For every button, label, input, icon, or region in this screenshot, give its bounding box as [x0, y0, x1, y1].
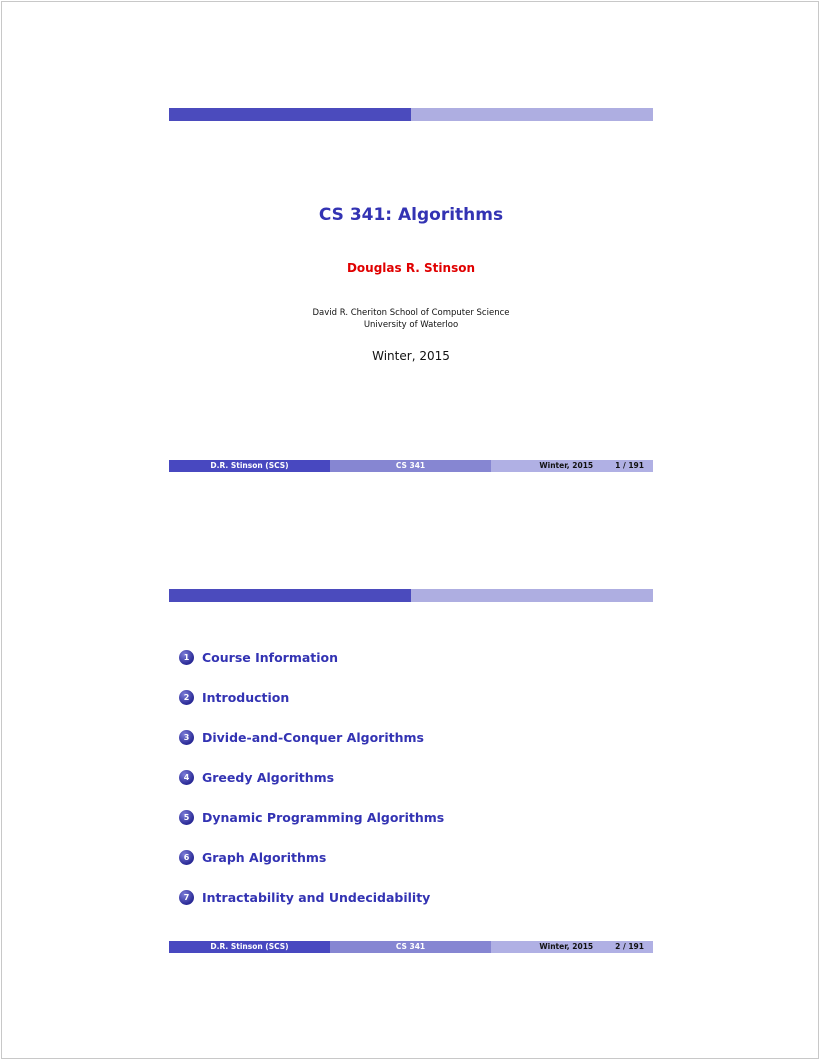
slide-footer-bar [169, 460, 653, 472]
slide-title: CS 341: Algorithms [318, 205, 504, 225]
slide-2 [169, 589, 653, 953]
toc-label: Introduction [202, 689, 290, 705]
toc-item[interactable] [179, 637, 444, 677]
slide-date: Winter, 2015 [372, 349, 450, 363]
footer-date: Winter, 2015 [539, 461, 594, 470]
institution [169, 307, 653, 331]
slide-header-bar [169, 589, 653, 602]
header-bar-light [411, 589, 653, 602]
header-bar-dark [169, 108, 411, 121]
toc-number-ball: 5 [179, 810, 194, 825]
toc-label: Course Information [202, 649, 339, 665]
toc-number-ball: 7 [179, 890, 194, 905]
toc-item[interactable] [179, 757, 444, 797]
toc-label: Dynamic Programming Algorithms [202, 809, 445, 825]
toc-number-ball: 2 [179, 690, 194, 705]
footer-right [491, 460, 653, 472]
slide-1 [169, 108, 653, 472]
toc-label: Greedy Algorithms [202, 769, 335, 785]
toc-label: Intractability and Undecidability [202, 889, 431, 905]
institution-line-2: University of Waterloo [363, 320, 459, 330]
author-name: Douglas R. Stinson [346, 261, 476, 275]
footer-page-number: 2 / 191 [615, 942, 644, 951]
header-bar-dark [169, 589, 411, 602]
toc-label: Divide-and-Conquer Algorithms [202, 729, 424, 745]
header-bar-light [411, 108, 653, 121]
footer-author: D.R. Stinson (SCS) [169, 941, 330, 953]
footer-course: CS 341 [330, 460, 491, 472]
toc-item[interactable] [179, 677, 444, 717]
footer-course: CS 341 [330, 941, 491, 953]
toc-item[interactable] [179, 877, 444, 917]
footer-date: Winter, 2015 [539, 942, 594, 951]
toc-number-ball: 4 [179, 770, 194, 785]
footer-right [491, 941, 653, 953]
footer-page-number: 1 / 191 [615, 461, 644, 470]
toc-item[interactable] [179, 717, 444, 757]
toc-item[interactable] [179, 797, 444, 837]
toc-label: Graph Algorithms [202, 849, 327, 865]
toc-item[interactable] [179, 837, 444, 877]
table-of-contents [179, 637, 444, 917]
slide-footer-bar [169, 941, 653, 953]
institution-line-1: David R. Cheriton School of Computer Science [312, 308, 510, 318]
toc-number-ball: 1 [179, 650, 194, 665]
toc-number-ball: 6 [179, 850, 194, 865]
slide-header-bar [169, 108, 653, 121]
toc-number-ball: 3 [179, 730, 194, 745]
footer-author: D.R. Stinson (SCS) [169, 460, 330, 472]
